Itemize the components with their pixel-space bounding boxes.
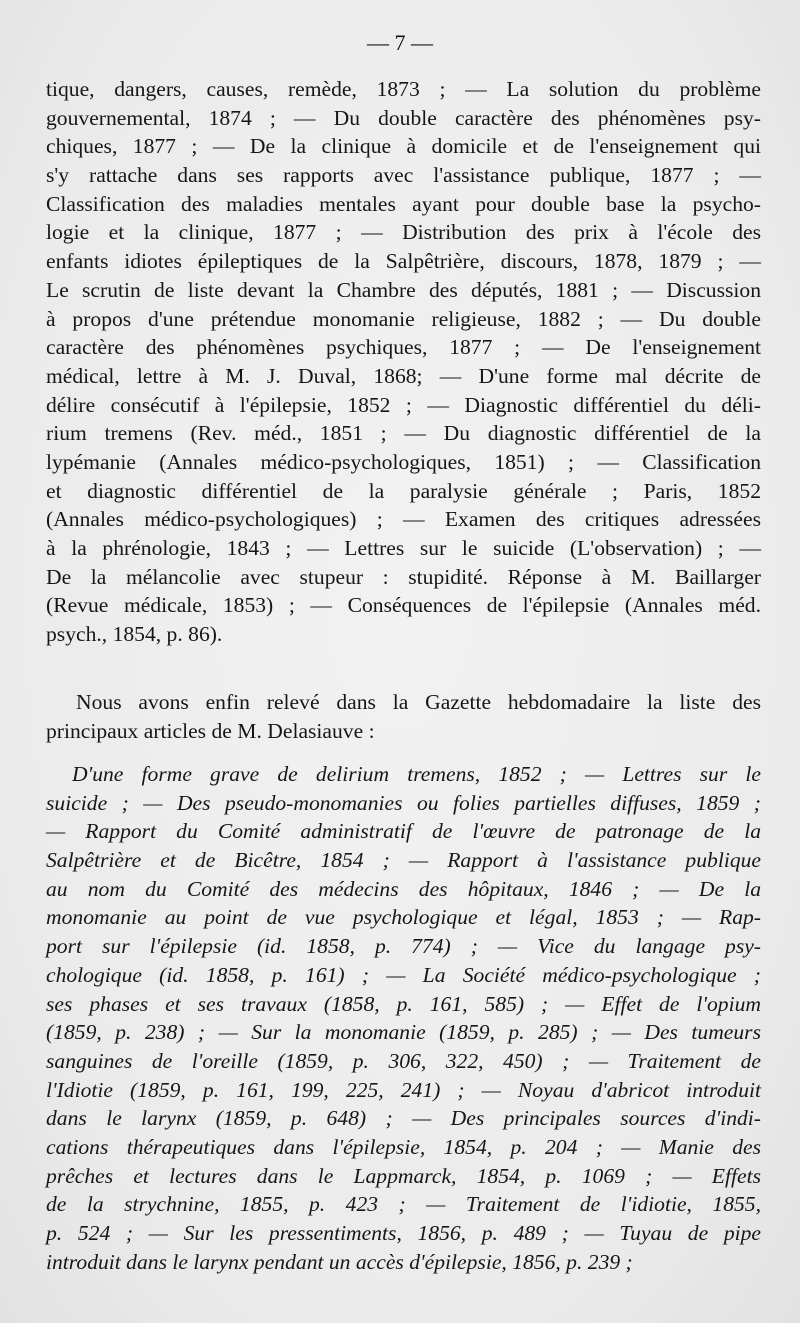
text-line: logie et la clinique, 1877 ; — Distribution des prix à l'école des [46, 220, 761, 245]
text-line: chiques, 1877 ; — De la clinique à domicile et de l'enseignement qui [46, 134, 761, 159]
text-line: dans le larynx (1859, p. 648) ; — Des principales sources d'indi- [46, 1106, 761, 1131]
text-line: tique, dangers, causes, remède, 1873 ; — La solution du problème [46, 77, 761, 101]
text-line: p. 524 ; — Sur les pressentiments, 1856, p. 489 ; — Tuyau de pipe [46, 1221, 761, 1245]
page-number: — 7 — [367, 30, 433, 55]
intro-paragraph [46, 688, 761, 745]
text-line: introduit dans le larynx pendant un accès d'épilepsie, 1856, p. 239 ; [46, 1249, 633, 1274]
text-line: au nom du Comité des médecins des hôpitaux, 1846 ; — De la [46, 876, 761, 901]
text-line: caractère des phénomènes psychiques, 1877 ; — De l'enseignement [46, 335, 761, 360]
text-line: et diagnostic différentiel de la paralysie générale ; Paris, 1852 [46, 478, 761, 503]
text-line: (Revue médicale, 1853) ; — Conséquences de l'épilepsie (Annales méd. [46, 593, 761, 618]
text-line: médical, lettre à M. J. Duval, 1868; — D'une forme mal décrite de [46, 363, 761, 388]
text-line: Salpêtrière et de Bicêtre, 1854 ; — Rapport à l'assistance publique [46, 848, 761, 873]
text-line: Le scrutin de liste devant la Chambre des députés, 1881 ; — Discussion [46, 277, 761, 302]
text-line: sanguines de l'oreille (1859, p. 306, 322, 450) ; — Traitement de [46, 1048, 761, 1073]
text-line: enfants idiotes épileptiques de la Salpêtrière, discours, 1878, 1879 ; — [46, 249, 761, 274]
text-line: D'une forme grave de delirium tremens, 1852 ; — Lettres sur le [72, 762, 761, 786]
text-line: délire consécutif à l'épilepsie, 1852 ; — Diagnostic différentiel du déli- [46, 392, 761, 417]
text-line: rium tremens (Rev. méd., 1851 ; — Du diagnostic différentiel de la [46, 421, 761, 446]
text-line: lypémanie (Annales médico-psychologiques, 1851) ; — Classification [46, 449, 761, 474]
bibliography-paragraph-continued [46, 75, 761, 649]
text-line: — Rapport du Comité administratif de l'œuvre de patronage de la [46, 819, 761, 844]
text-line: à propos d'une prétendue monomanie religieuse, 1882 ; — Du double [46, 306, 761, 331]
text-line: port sur l'épilepsie (id. 1858, p. 774) ; — Vice du langage psy- [46, 934, 761, 959]
text-line: monomanie au point de vue psychologique et légal, 1853 ; — Rap- [46, 905, 761, 930]
text-line: Classification des maladies mentales ayant pour double base la psycho- [46, 191, 761, 216]
text-line: De la mélancolie avec stupeur : stupidité. Réponse à M. Baillarger [46, 564, 761, 589]
text-line: (1859, p. 238) ; — Sur la monomanie (1859, p. 285) ; — Des tumeurs [46, 1020, 761, 1045]
text-line: prêches et lectures dans le Lappmarck, 1854, p. 1069 ; — Effets [46, 1163, 761, 1188]
text-line: Nous avons enfin relevé dans la Gazette hebdomadaire la liste des [76, 690, 761, 714]
text-line: cations thérapeutiques dans l'épilepsie, 1854, p. 204 ; — Manie des [46, 1134, 761, 1159]
text-line: psych., 1854, p. 86). [46, 622, 223, 647]
text-line: gouvernemental, 1874 ; — Du double caractère des phénomènes psy- [46, 105, 761, 130]
text-line: (Annales médico-psychologiques) ; — Examen des critiques adressées [46, 507, 761, 532]
text-line: à la phrénologie, 1843 ; — Lettres sur le suicide (L'observation) ; — [46, 536, 761, 560]
articles-list-paragraph [46, 760, 761, 1276]
text-line: ses phases et ses travaux (1858, p. 161, 585) ; — Effet de l'opium [46, 991, 761, 1016]
text-line: l'Idiotie (1859, p. 161, 199, 225, 241) ; — Noyau d'abricot introduit [46, 1077, 761, 1102]
text-line: de la strychnine, 1855, p. 423 ; — Traitement de l'idiotie, 1855, [46, 1192, 761, 1217]
text-line: principaux articles de M. Delasiauve : [46, 718, 375, 743]
text-line: s'y rattache dans ses rapports avec l'assistance publique, 1877 ; — [46, 163, 761, 188]
text-line: suicide ; — Des pseudo-monomanies ou folies partielles diffuses, 1859 ; [46, 790, 761, 815]
text-line: chologique (id. 1858, p. 161) ; — La Société médico-psychologique ; [46, 962, 761, 987]
